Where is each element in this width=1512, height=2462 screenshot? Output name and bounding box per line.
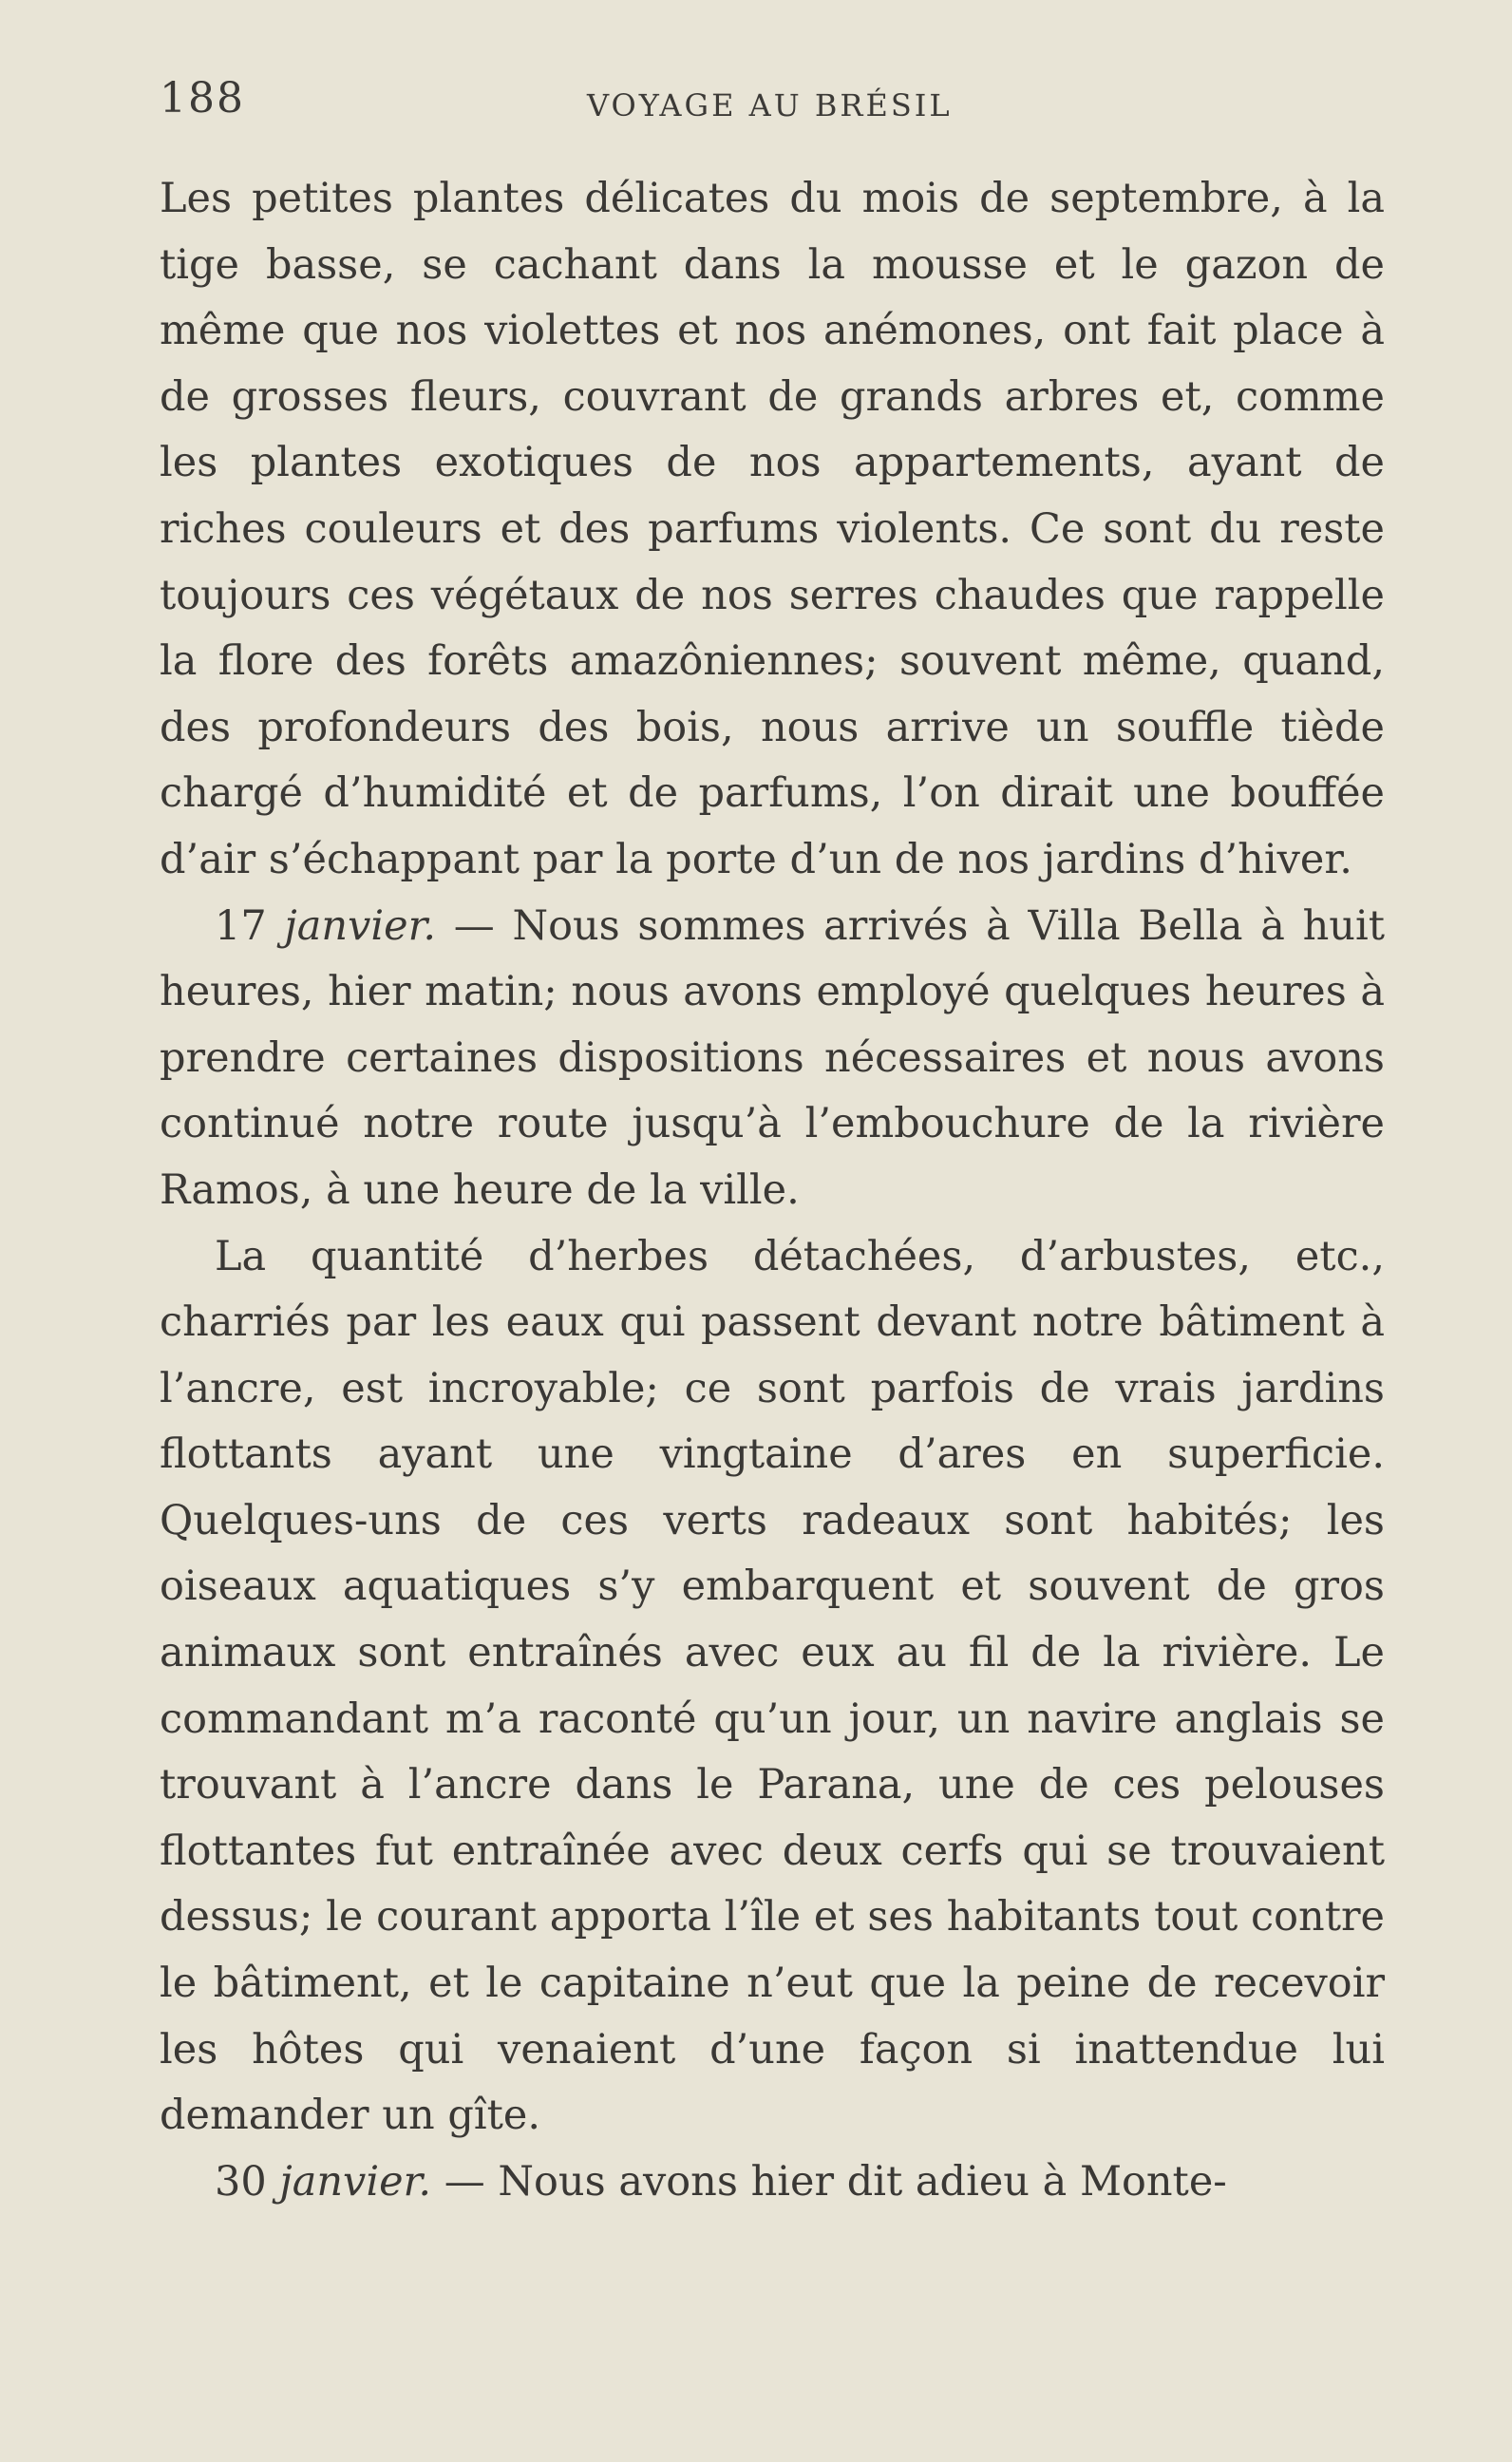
page-header [160,74,1385,141]
running-head: VOYAGE AU BRÉSIL [587,87,953,123]
paragraph-text: — Nous avons hier dit adieu à Monte- [431,2157,1227,2206]
date-month: janvier. [284,901,437,950]
date-month: janvier. [279,2157,432,2206]
paragraph-text: — Nous sommes arrivés à Villa Bella à huit heures, hier matin; nous avons employé quelques heures à prendre certaines dispositions nécessaires et nous avons continué notre route jusqu’à l’embouchure de la rivière Ramos, à une heure de la ville. [160,901,1386,1214]
paragraph-30-janvier [160,2150,1385,2216]
page-number: 188 [160,74,245,123]
date-number: 30 [215,2157,267,2206]
paragraph-17-janvier [160,894,1385,1224]
body-text [160,166,1385,2215]
paragraph-floating-gardens: La quantité d’herbes détachées, d’arbustes, etc., charriés par les eaux qui passent devant notre bâtiment à l’ancre, est incroyable; ce sont parfois de vrais jardins flottants ayant une vingtaine d’ares en superficie. Quelques-uns de ces verts radeaux sont habités; les oiseaux aquatiques s’y embarquent et souvent de gros animaux sont entraînés avec eux au fil de la rivière. Le commandant m’a raconté qu’un jour, un navire anglais se trouvant à l’ancre dans le Parana, une de ces pelouses flottantes fut entraînée avec deux cerfs qui se trouvaient dessus; le courant apporta l’île et ses habitants tout contre le bâtiment, et le capitaine n’eut que la peine de recevoir les hôtes qui venaient d’une façon si inattendue lui demander un gîte. [160,1232,1385,2140]
date-number: 17 [215,901,267,950]
paragraph-plants: Les petites plantes délicates du mois de septembre, à la tige basse, se cachant dans la mousse et le gazon de même que nos violettes et nos anémones, ont fait place à de grosses fleurs, couvrant de grands arbres et, comme les plantes exotiques de nos appartements, ayant de riches couleurs et des parfums violents. Ce sont du reste toujours ces végétaux de nos serres chaudes que rappelle la flore des forêts amazôniennes; souvent même, quand, des profondeurs des bois, nous arrive un souffle tiède chargé d’humidité et de parfums, l’on dirait une bouffée d’air s’échappant par la porte d’un de nos jardins d’hiver. [160,175,1385,883]
